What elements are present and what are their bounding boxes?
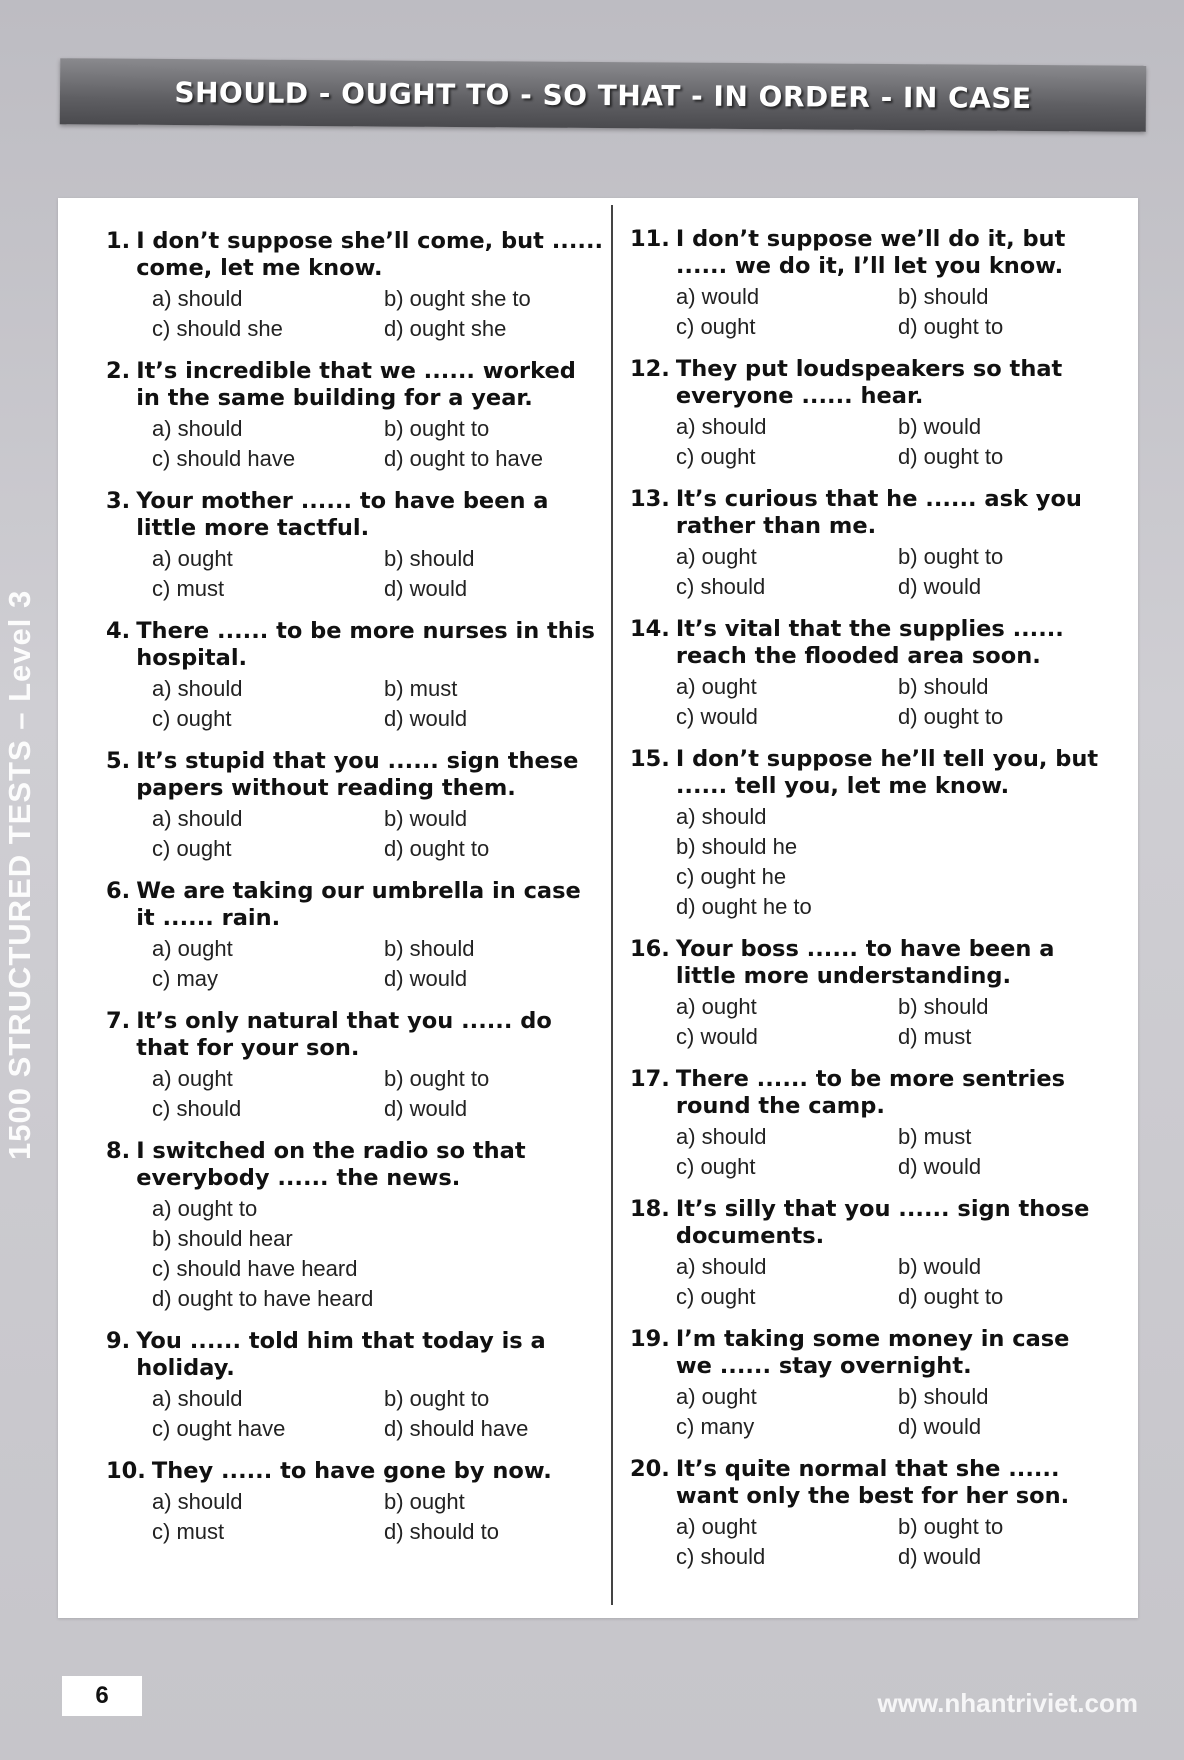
option-a: a) should bbox=[152, 676, 243, 701]
option-a: a) would bbox=[676, 284, 760, 309]
question-number: 18. bbox=[630, 1196, 670, 1222]
option-c: c) ought bbox=[152, 836, 232, 861]
option-b: b) must bbox=[898, 1124, 972, 1149]
option-c: c) should have heard bbox=[152, 1256, 358, 1281]
question-text: We are taking our umbrella in case it ...... rain. bbox=[136, 878, 581, 931]
question-number: 17. bbox=[630, 1066, 670, 1092]
question-6 bbox=[106, 878, 606, 994]
option-b: b) ought she to bbox=[384, 286, 531, 311]
question-text: I switched on the radio so that everybody ...... the news. bbox=[136, 1138, 526, 1191]
option-b: b) would bbox=[898, 414, 982, 439]
left-question-column bbox=[106, 228, 606, 1547]
option-c: c) ought have bbox=[152, 1416, 286, 1441]
book-side-label: 1500 STRUCTURED TESTS – Level 3 bbox=[2, 589, 37, 1161]
question-text: It’s incredible that we ...... worked in the same building for a year. bbox=[136, 358, 576, 411]
question-text: They ...... to have gone by now. bbox=[151, 1458, 552, 1484]
question-text: Your mother ...... to have been a little more tactful. bbox=[136, 488, 549, 541]
question-text: It’s curious that he ...... ask you rather than me. bbox=[675, 486, 1082, 539]
question-number: 19. bbox=[630, 1326, 670, 1352]
option-d: d) would bbox=[898, 1414, 982, 1439]
option-c: c) would bbox=[676, 704, 758, 729]
option-c: c) ought bbox=[152, 706, 232, 731]
option-a: a) ought bbox=[152, 546, 233, 571]
question-3 bbox=[106, 488, 606, 604]
section-header-band bbox=[60, 58, 1146, 132]
question-text: They put loudspeakers so that everyone ...... hear. bbox=[675, 356, 1063, 409]
option-d: d) ought to bbox=[898, 314, 1004, 339]
question-2 bbox=[106, 358, 606, 474]
option-b: b) should hear bbox=[152, 1226, 293, 1251]
option-c: c) should bbox=[676, 1544, 766, 1569]
option-d: d) should to bbox=[384, 1519, 499, 1544]
option-a: a) should bbox=[676, 414, 767, 439]
question-number: 1. bbox=[106, 228, 131, 254]
option-c: c) would bbox=[676, 1024, 758, 1049]
option-b: b) ought to bbox=[384, 1066, 490, 1091]
option-c: c) should bbox=[152, 1096, 242, 1121]
question-10 bbox=[106, 1458, 606, 1547]
option-a: a) ought bbox=[676, 994, 757, 1019]
option-c: c) ought bbox=[676, 1284, 756, 1309]
question-number: 10. bbox=[106, 1458, 146, 1484]
option-b: b) must bbox=[384, 676, 458, 701]
option-c: c) must bbox=[152, 1519, 225, 1544]
question-text: It’s stupid that you ...... sign these papers without reading them. bbox=[136, 748, 579, 801]
question-text: I’m taking some money in case we ...... stay overnight. bbox=[675, 1326, 1070, 1379]
option-a: a) should bbox=[152, 806, 243, 831]
question-text: It’s quite normal that she ...... want only the best for her son. bbox=[675, 1456, 1070, 1509]
option-b: b) would bbox=[898, 1254, 982, 1279]
question-17 bbox=[630, 1066, 1110, 1182]
option-a: a) should bbox=[152, 1386, 243, 1411]
option-a: a) should bbox=[152, 286, 243, 311]
question-text: It’s vital that the supplies ...... reach the flooded area soon. bbox=[675, 616, 1064, 669]
option-b: b) would bbox=[384, 806, 468, 831]
question-text: Your boss ...... to have been a little more understanding. bbox=[675, 936, 1055, 989]
option-d: d) ought to have heard bbox=[152, 1286, 374, 1311]
column-divider bbox=[611, 205, 613, 1605]
question-8 bbox=[106, 1138, 606, 1314]
right-question-column bbox=[630, 226, 1110, 1572]
option-c: c) many bbox=[676, 1414, 755, 1439]
question-number: 5. bbox=[106, 748, 131, 774]
question-number: 3. bbox=[106, 488, 131, 514]
question-15 bbox=[630, 746, 1110, 922]
option-b: b) ought to bbox=[898, 1514, 1004, 1539]
question-number: 7. bbox=[106, 1008, 131, 1034]
question-number: 8. bbox=[106, 1138, 131, 1164]
footer-website: www.nhantriviet.com bbox=[877, 1688, 1138, 1718]
question-9 bbox=[106, 1328, 606, 1444]
question-number: 13. bbox=[630, 486, 670, 512]
question-19 bbox=[630, 1326, 1110, 1442]
question-1 bbox=[106, 228, 606, 344]
section-title: SHOULD - OUGHT TO - SO THAT - IN ORDER - IN CASE bbox=[174, 75, 1032, 115]
question-14 bbox=[630, 616, 1110, 732]
option-c: c) ought bbox=[676, 314, 756, 339]
option-d: d) would bbox=[898, 1154, 982, 1179]
option-b: b) should bbox=[898, 1384, 989, 1409]
question-number: 16. bbox=[630, 936, 670, 962]
option-c: c) ought he bbox=[676, 864, 787, 889]
option-a: a) should bbox=[676, 1254, 767, 1279]
option-a: a) should bbox=[152, 416, 243, 441]
option-c: c) ought bbox=[676, 1154, 756, 1179]
question-text: There ...... to be more sentries round the camp. bbox=[675, 1066, 1066, 1119]
option-a: a) ought bbox=[676, 1514, 757, 1539]
question-text: It’s only natural that you ...... do that for your son. bbox=[136, 1008, 552, 1061]
option-c: c) may bbox=[152, 966, 218, 991]
page-number bbox=[62, 1676, 142, 1716]
question-text: You ...... told him that today is a holiday. bbox=[136, 1328, 546, 1381]
option-b: b) should he bbox=[676, 834, 798, 859]
page-number-text: 6 bbox=[95, 1682, 109, 1709]
option-c: c) should bbox=[676, 574, 766, 599]
option-d: d) ought she bbox=[384, 316, 507, 341]
question-number: 14. bbox=[630, 616, 670, 642]
question-number: 12. bbox=[630, 356, 670, 382]
option-b: b) should bbox=[898, 284, 989, 309]
option-d: d) would bbox=[898, 574, 982, 599]
option-a: a) ought to bbox=[152, 1196, 258, 1221]
question-number: 9. bbox=[106, 1328, 131, 1354]
question-text: I don’t suppose he’ll tell you, but ...... tell you, let me know. bbox=[675, 746, 1099, 799]
question-number: 6. bbox=[106, 878, 131, 904]
option-b: b) should bbox=[898, 674, 989, 699]
option-c: c) should she bbox=[152, 316, 283, 341]
question-20 bbox=[630, 1456, 1110, 1572]
option-a: a) ought bbox=[676, 674, 757, 699]
question-5 bbox=[106, 748, 606, 864]
option-c: c) ought bbox=[676, 444, 756, 469]
option-a: a) ought bbox=[152, 936, 233, 961]
option-d: d) should have bbox=[384, 1416, 529, 1441]
option-a: a) should bbox=[676, 1124, 767, 1149]
option-d: d) ought to have bbox=[384, 446, 544, 471]
option-c: c) must bbox=[152, 576, 225, 601]
question-7 bbox=[106, 1008, 606, 1124]
option-d: d) must bbox=[898, 1024, 972, 1049]
question-number: 11. bbox=[630, 226, 670, 252]
option-a: a) ought bbox=[676, 544, 757, 569]
question-text: It’s silly that you ...... sign those documents. bbox=[675, 1196, 1090, 1249]
question-number: 4. bbox=[106, 618, 131, 644]
question-text: I don’t suppose she’ll come, but ...... come, let me know. bbox=[136, 228, 604, 281]
option-c: c) should have bbox=[152, 446, 296, 471]
question-4 bbox=[106, 618, 606, 734]
option-b: b) ought to bbox=[898, 544, 1004, 569]
question-18 bbox=[630, 1196, 1110, 1312]
option-d: d) would bbox=[384, 1096, 468, 1121]
question-12 bbox=[630, 356, 1110, 472]
question-number: 2. bbox=[106, 358, 131, 384]
option-b: b) should bbox=[384, 936, 475, 961]
option-a: a) should bbox=[676, 804, 767, 829]
option-b: b) should bbox=[898, 994, 989, 1019]
option-b: b) ought to bbox=[384, 416, 490, 441]
option-a: a) should bbox=[152, 1489, 243, 1514]
option-d: d) would bbox=[384, 576, 468, 601]
question-16 bbox=[630, 936, 1110, 1052]
question-13 bbox=[630, 486, 1110, 602]
option-b: b) ought bbox=[384, 1489, 465, 1514]
question-text: There ...... to be more nurses in this hospital. bbox=[136, 618, 595, 671]
option-d: d) ought to bbox=[898, 1284, 1004, 1309]
option-d: d) ought to bbox=[898, 704, 1004, 729]
option-d: d) would bbox=[384, 966, 468, 991]
option-d: d) ought he to bbox=[676, 894, 812, 919]
option-d: d) would bbox=[384, 706, 468, 731]
option-d: d) ought to bbox=[898, 444, 1004, 469]
option-a: a) ought bbox=[152, 1066, 233, 1091]
question-11 bbox=[630, 226, 1110, 342]
option-a: a) ought bbox=[676, 1384, 757, 1409]
option-b: b) should bbox=[384, 546, 475, 571]
option-d: d) would bbox=[898, 1544, 982, 1569]
option-d: d) ought to bbox=[384, 836, 490, 861]
question-number: 20. bbox=[630, 1456, 670, 1482]
question-number: 15. bbox=[630, 746, 670, 772]
question-text: I don’t suppose we’ll do it, but ...... we do it, I’ll let you know. bbox=[675, 226, 1066, 279]
option-b: b) ought to bbox=[384, 1386, 490, 1411]
